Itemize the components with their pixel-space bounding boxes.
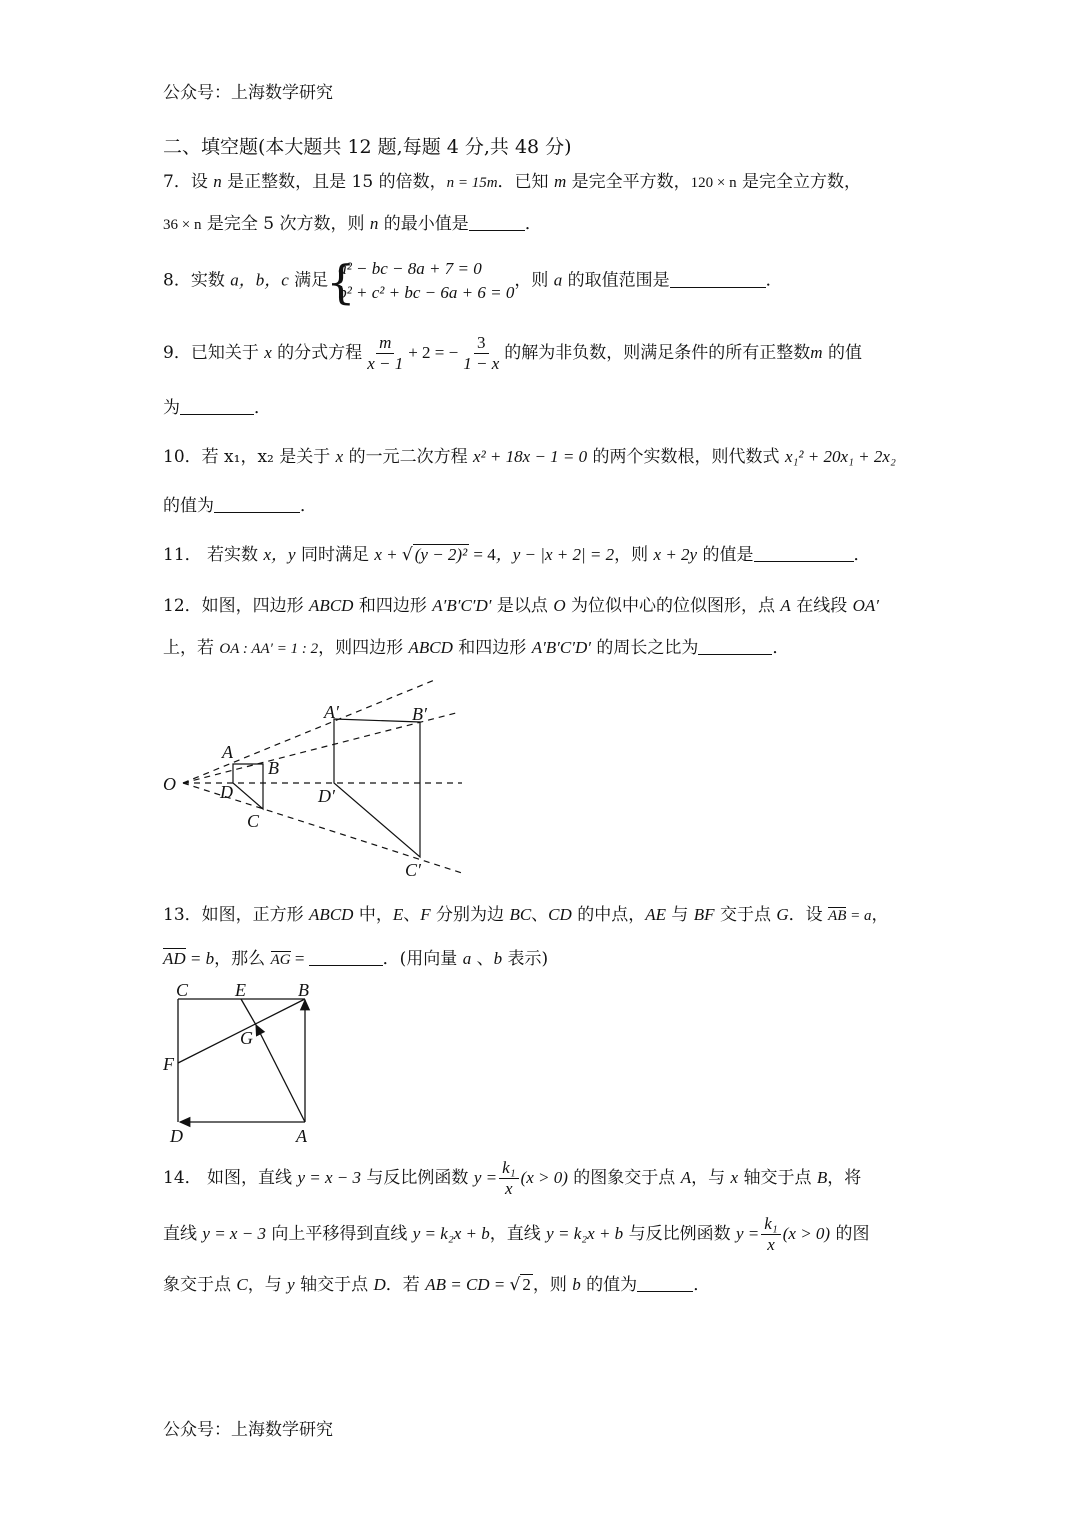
label-b: B xyxy=(268,758,279,778)
question-9-line-2: 为 ． xyxy=(163,398,271,418)
question-14-line-3: 象交于点 C，与 y 轴交于点 D．若 AB = CD = √ 2 ，则 b 的值为 ． xyxy=(163,1275,711,1295)
page-footer: 公众号：上海数学研究 xyxy=(163,1420,333,1440)
label-d: D xyxy=(220,782,233,802)
fraction: $\frac{m}{x - 1}$ xyxy=(367,333,404,373)
question-12-line-2: 上，若 OA : AA′ = 1 : 2，则四边形 ABCD 和四边形 A′B′C′D′ 的周长之比为 ． xyxy=(163,638,790,658)
label-c: C xyxy=(247,811,260,831)
label-a-prime: A′ xyxy=(324,702,339,722)
question-10-line-2: 的值为 ． xyxy=(163,496,317,516)
label-b: B xyxy=(298,980,309,1000)
question-7-line-1: 7．设 n 是正整数，且是 15 的倍数，n = 15m．已知 m 是完全平方数，120 × n 是完全立方数， xyxy=(163,172,862,192)
fraction: $\frac{\text{k₁}}{x}$ xyxy=(499,1158,518,1199)
fraction: $\frac{3}{1 - x}$ xyxy=(463,333,500,373)
question-number: 7． xyxy=(163,172,191,192)
question-11: 11． 若实数 x，y 同时满足 x + √ (y − 2)² = 4，y − |x + 2| = 2，则 x + 2y 的值是 ． xyxy=(163,545,871,565)
label-c-prime: C′ xyxy=(405,860,421,880)
question-13-line-1: 13．如图，正方形 ABCD 中，E、F 分别为边 BC、CD 的中点，AE 与 BF 交于点 G．设 AB = a， xyxy=(163,905,889,925)
label-a: A xyxy=(296,1126,307,1146)
question-14-line-1: 14． 如图，直线 y = x − 3 与反比例函数 y = $\frac{\text{k₁}}{x}$ (x > 0) 的图象交于点 A，与 x 轴交于点 B，将 xyxy=(163,1158,862,1198)
section-title: 二、填空题(本大题共 12 题,每题 4 分,共 48 分) xyxy=(163,136,572,158)
label-d-prime: D′ xyxy=(318,786,335,806)
question-13-line-2: AD = b，那么 AG = ．(用向量 a 、b 表示) xyxy=(163,949,549,969)
label-c: C xyxy=(176,980,189,1000)
label-g: G xyxy=(240,1028,253,1048)
question-10-line-1: 10．若 x₁，x₂ 是关于 x 的一元二次方程 x² + 18x − 1 = 0 的两个实数根，则代数式 x₁² + 20x₁ + 2x₂ xyxy=(163,447,896,467)
equation-system: { a² − bc − 8a + 7 = 0 b² + c² + bc − 6a + 6 = 0 xyxy=(326,255,515,309)
label-o: O xyxy=(163,774,176,794)
label-e: E xyxy=(235,980,246,1000)
label-b-prime: B′ xyxy=(412,704,427,724)
fraction: $\frac{\text{k₁}}{x}$ xyxy=(761,1214,780,1255)
answer-blank xyxy=(637,1273,693,1292)
question-8: 8．实数 a，b，c 满足 { a² − bc − 8a + 7 = 0 b² + c² + bc − 6a + 6 = 0 ，则 a 的取值范围是 ． xyxy=(163,255,783,309)
page-header: 公众号：上海数学研究 xyxy=(163,83,333,103)
vector-ag xyxy=(256,1025,305,1122)
label-d: D xyxy=(170,1126,183,1146)
label-a: A xyxy=(222,742,233,762)
label-f: F xyxy=(163,1054,174,1074)
question-9-line-1: 9．已知关于 x 的分式方程 $\frac{m}{x - 1}$ + 2 = − $\frac{3}{1 - x}$ 的解为非负数，则满足条件的所有正整数m 的值 xyxy=(163,333,862,373)
question-7-line-2: 36 × n 是完全 5 次方数，则 n 的最小值是 ． xyxy=(163,214,542,234)
question-14-line-2: 直线 y = x − 3 向上平移得到直线 y = k₂x + b，直线 y = k₂x + b 与反比例函数 y = $\frac{\text{k₁}}{x}$ (x > 0) 的图 xyxy=(163,1214,870,1254)
segment-ge xyxy=(241,999,256,1025)
question-12-line-1: 12．如图，四边形 ABCD 和四边形 A′B′C′D′ 是以点 O 为位似中心的位似图形，点 A 在线段 OA′ xyxy=(163,596,880,616)
